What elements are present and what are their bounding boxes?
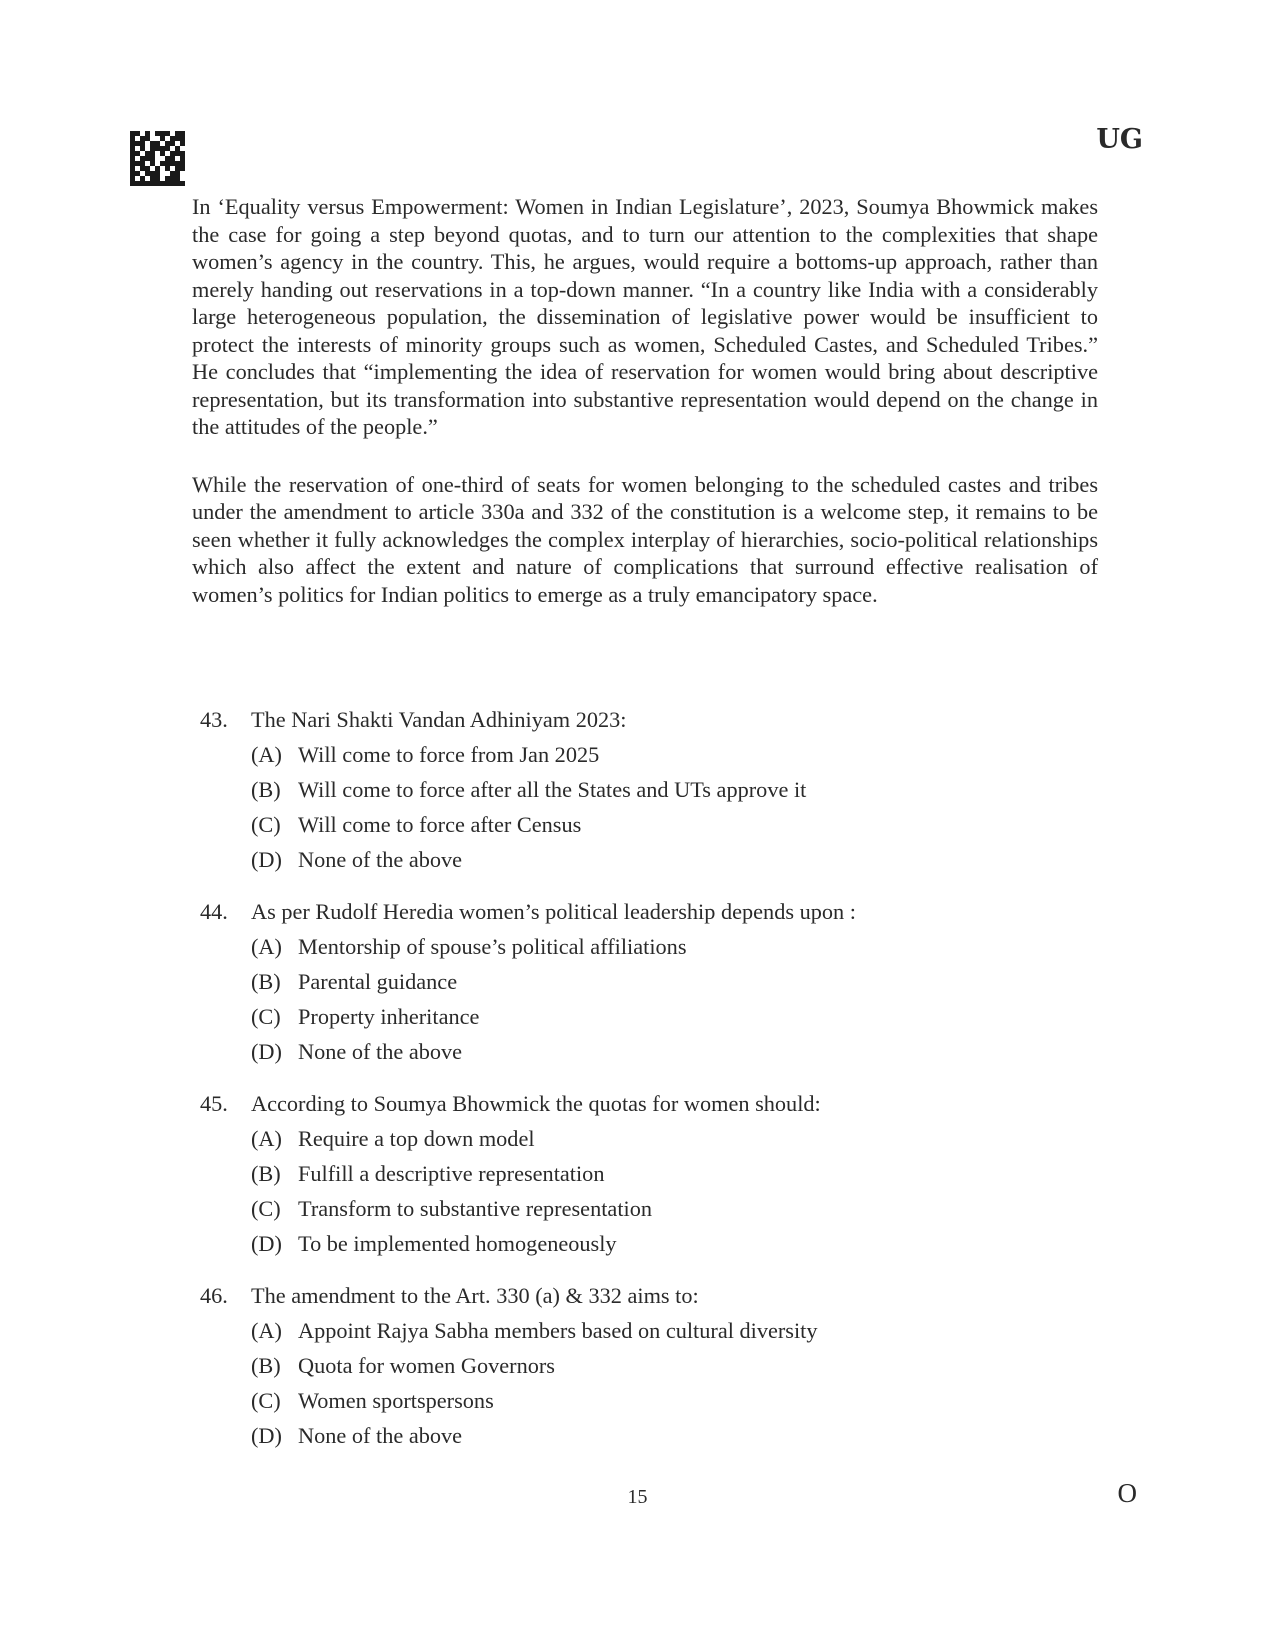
passage-paragraph: While the reservation of one-third of seats for women belonging to the scheduled castes and tribes under the amendment to article 330a and 332 of the constitution is a welcome step, it remains to be seen whether it fully acknowledges the complex interplay of hierarchies, socio-political relationships which also affect the extent and nature of complications that surround effective realisation of women’s politics for Indian politics to emerge as a truly emancipatory space. — [192, 471, 1098, 607]
passage-paragraph: In ‘Equality versus Empowerment: Women in Indian Legislature’, 2023, Soumya Bhowmick makes the case for going a step beyond quotas, and to turn our attention to the complexities that shape women’s agency in the country. This, he argues, would require a bottoms-up approach, rather than merely handing out reservations in a top-down manner. “In a country like India with a considerably large heterogeneous population, the dissemination of legislative power would be insufficient to protect the interests of minority groups such as women, Scheduled Castes, and Scheduled Tribes.” He concludes that “implementing the idea of reservation for women would bring about descriptive representation, but its transformation into substantive representation would depend on the change in the attitudes of the people.” — [192, 194, 1098, 439]
option-letter: (C) — [251, 1004, 281, 1029]
option-text: None of the above — [298, 1423, 463, 1448]
option-text: Require a top down model — [298, 1126, 535, 1151]
option-c — [251, 807, 1100, 842]
option-text: Will come to force from Jan 2025 — [298, 742, 600, 767]
option-text: None of the above — [298, 847, 463, 872]
option-a — [251, 1313, 1100, 1348]
paper-code-label: UG — [1096, 124, 1143, 155]
option-text: Quota for women Governors — [298, 1353, 555, 1378]
option-c — [251, 1383, 1100, 1418]
option-text: Fulfill a descriptive representation — [298, 1161, 605, 1186]
option-b — [251, 1348, 1100, 1383]
option-letter: (C) — [251, 1388, 281, 1413]
option-letter: (D) — [251, 847, 282, 872]
question-text: The Nari Shakti Vandan Adhiniyam 2023: — [251, 707, 627, 732]
question-46 — [200, 1279, 1100, 1453]
option-a — [251, 929, 1100, 964]
question-43 — [200, 703, 1100, 877]
option-letter: (A) — [251, 742, 282, 767]
option-b — [251, 964, 1100, 999]
option-text: Parental guidance — [298, 969, 458, 994]
option-letter: (C) — [251, 1196, 281, 1221]
option-letter: (B) — [251, 969, 281, 994]
option-d — [251, 1226, 1100, 1261]
option-d — [251, 1034, 1100, 1069]
option-letter: (D) — [251, 1231, 282, 1256]
option-b — [251, 1156, 1100, 1191]
question-list — [200, 703, 1100, 1471]
question-number: 44. — [200, 899, 228, 924]
option-letter: (A) — [251, 1126, 282, 1151]
question-44 — [200, 895, 1100, 1069]
option-text: Women sportspersons — [298, 1388, 494, 1413]
question-45 — [200, 1087, 1100, 1261]
question-number: 45. — [200, 1091, 228, 1116]
question-text: The amendment to the Art. 330 (a) & 332 aims to: — [251, 1283, 699, 1308]
option-text: Transform to substantive representation — [298, 1196, 653, 1221]
question-number: 46. — [200, 1283, 228, 1308]
page-number: 15 — [627, 1486, 648, 1508]
option-text: Property inheritance — [298, 1004, 480, 1029]
option-c — [251, 1191, 1100, 1226]
option-letter: (D) — [251, 1039, 282, 1064]
option-text: None of the above — [298, 1039, 463, 1064]
option-d — [251, 1418, 1100, 1453]
question-number: 43. — [200, 707, 228, 732]
option-letter: (A) — [251, 1318, 282, 1343]
option-d — [251, 842, 1100, 877]
option-a — [251, 1121, 1100, 1156]
option-letter: (B) — [251, 1161, 281, 1186]
question-text: According to Soumya Bhowmick the quotas for women should: — [251, 1091, 821, 1116]
option-letter: (C) — [251, 812, 281, 837]
option-letter: (B) — [251, 777, 281, 802]
qr-code-icon — [130, 131, 185, 186]
option-b — [251, 772, 1100, 807]
reading-passage — [192, 193, 1098, 608]
option-c — [251, 999, 1100, 1034]
option-letter: (A) — [251, 934, 282, 959]
option-text: Mentorship of spouse’s political affiliations — [298, 934, 687, 959]
series-code: O — [1117, 1478, 1137, 1508]
option-a — [251, 737, 1100, 772]
option-letter: (B) — [251, 1353, 281, 1378]
option-letter: (D) — [251, 1423, 282, 1448]
option-text: Will come to force after all the States and UTs approve it — [298, 777, 807, 802]
option-text: Appoint Rajya Sabha members based on cultural diversity — [298, 1318, 818, 1343]
option-text: Will come to force after Census — [298, 812, 582, 837]
question-text: As per Rudolf Heredia women’s political leadership depends upon : — [251, 899, 856, 924]
option-text: To be implemented homogeneously — [298, 1231, 617, 1256]
